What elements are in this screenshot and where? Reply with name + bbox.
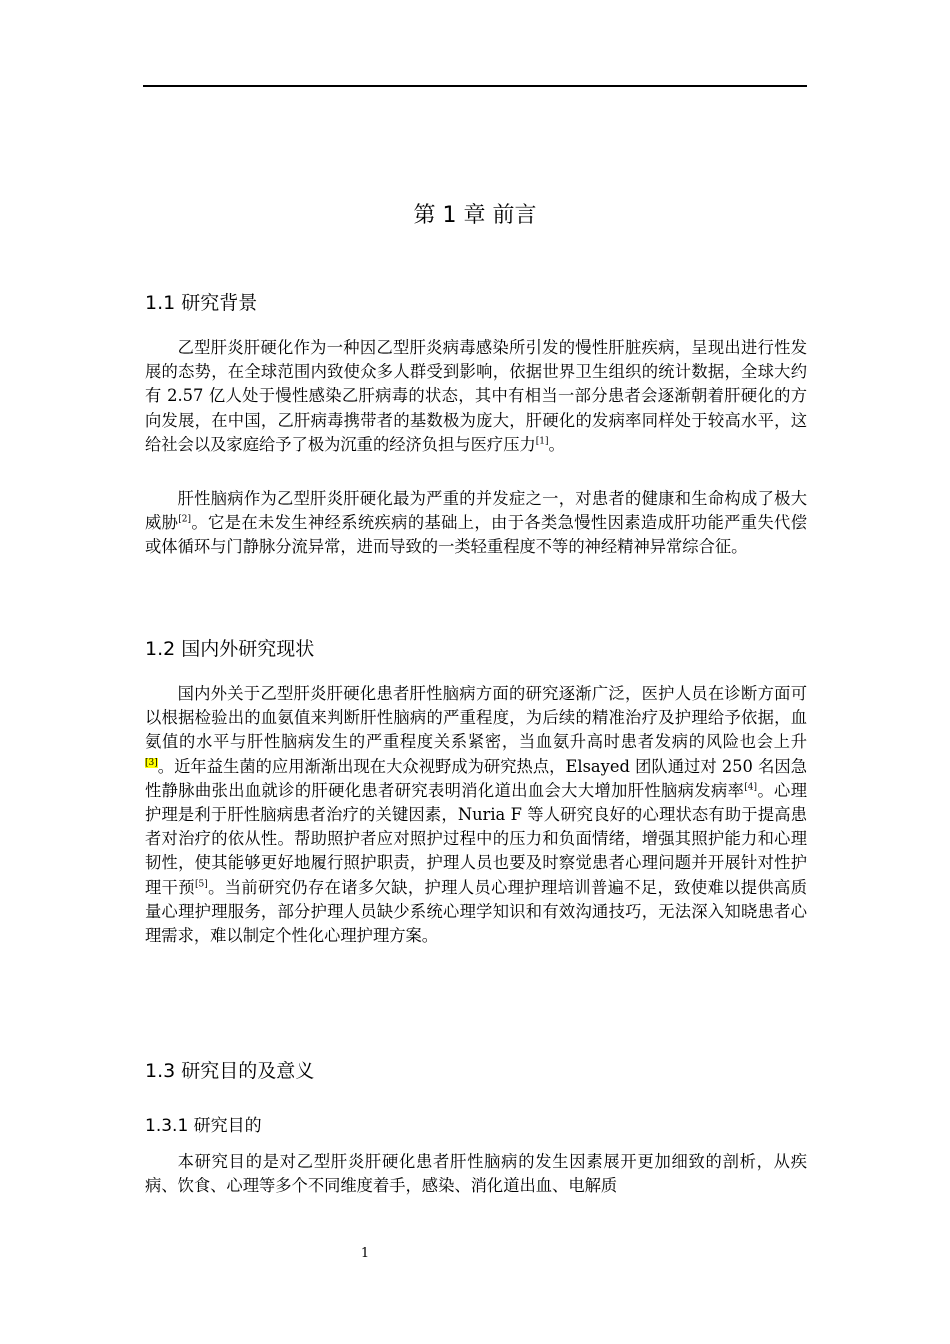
chapter-title: 第 1 章 前言: [413, 203, 537, 228]
paragraph-text: 。它是在未发生神经系统疾病的基础上，由于各类急慢性因素造成肝功能严重失代偿或体循环与门静脉分流异常，进而导致的一类轻重程度不等的神经精神异常综合征。: [145, 513, 807, 557]
paragraph-text: 。心理护理是利于肝性脑病患者治疗的关键因素，Nuria F 等人研究良好的心理状态有助于提高患者对治疗的依从性。帮助照护者应对照护过程中的压力和负面情绪，增强其照护能力和心理韧性，使其能够更好地履行照护职责，护理人员也要及时察觉患者心理问题并开展针对性护理干预: [145, 780, 807, 897]
paragraph-text: 。当前研究仍存在诸多欠缺，护理人员心理护理培训普遍不足，致使难以提供高质量心理护理服务，部分护理人员缺少系统心理学知识和有效沟通技巧，无法深入知晓患者心理需求，难以制定个性化心理护理方案。: [145, 877, 807, 946]
paragraph-text: 乙型肝炎肝硬化作为一种因乙型肝炎病毒感染所引发的慢性肝脏疾病，呈现出进行性发展的态势，在全球范围内致使众多人群受到影响，依据世界卫生组织的统计数据，全球大约有 2.57 亿人处于慢性感染乙肝病毒的状态，其中有相当一部分患者会逐渐朝着肝硬化的方向发展，在中国，乙肝病毒携带者的基数极为庞大，肝硬化的发病率同样处于较高水平，这给社会以及家庭给予了极为沉重的经济负担与医疗压力: [145, 338, 807, 454]
paragraph-research-purpose: 本研究目的是对乙型肝炎肝硬化患者肝性脑病的发生因素展开更加细致的剖析，从疾病、饮食、心理等多个不同维度着手，感染、消化道出血、电解质: [145, 1152, 807, 1196]
citation-4: [4]: [744, 782, 758, 793]
paragraph-text: 。近年益生菌的应用渐渐出现在大众视野成为研究热点，Elsayed 团队通过对 250 名因急性静脉曲张出血就诊的肝硬化患者研究表明消化道出血会大大增加肝性脑病发病率: [145, 756, 807, 800]
section-heading-1-1: 1.1 研究背景: [145, 292, 258, 314]
paragraph-text: 。: [548, 434, 565, 454]
section-heading-1-2: 1.2 国内外研究现状: [145, 638, 315, 660]
paragraph-text: 肝性脑病作为乙型肝炎肝硬化最为严重的并发症之一，对患者的健康和生命构成了极大威胁: [145, 489, 807, 533]
citation-3-highlighted: [3]: [145, 758, 158, 769]
citation-5: [5]: [194, 879, 208, 890]
section-heading-1-3: 1.3 研究目的及意义: [145, 1060, 315, 1082]
paragraph-research-status: [145, 682, 807, 948]
header-rule: [143, 85, 807, 87]
paragraph-background-2: [145, 487, 807, 560]
paragraph-background-1: [145, 336, 807, 457]
citation-1: [1]: [535, 436, 549, 447]
subsection-heading-1-3-1: 1.3.1 研究目的: [145, 1116, 262, 1136]
citation-2: [2]: [178, 514, 192, 525]
paragraph-text: 国内外关于乙型肝炎肝硬化患者肝性脑病方面的研究逐渐广泛，医护人员在诊断方面可以根据检验出的血氨值来判断肝性脑病的严重程度，为后续的精准治疗及护理给予依据，血氨值的水平与肝性脑病发生的严重程度关系紧密，当血氨升高时患者发病的风险也会上升: [145, 684, 807, 752]
page-number: 1: [360, 1246, 370, 1261]
